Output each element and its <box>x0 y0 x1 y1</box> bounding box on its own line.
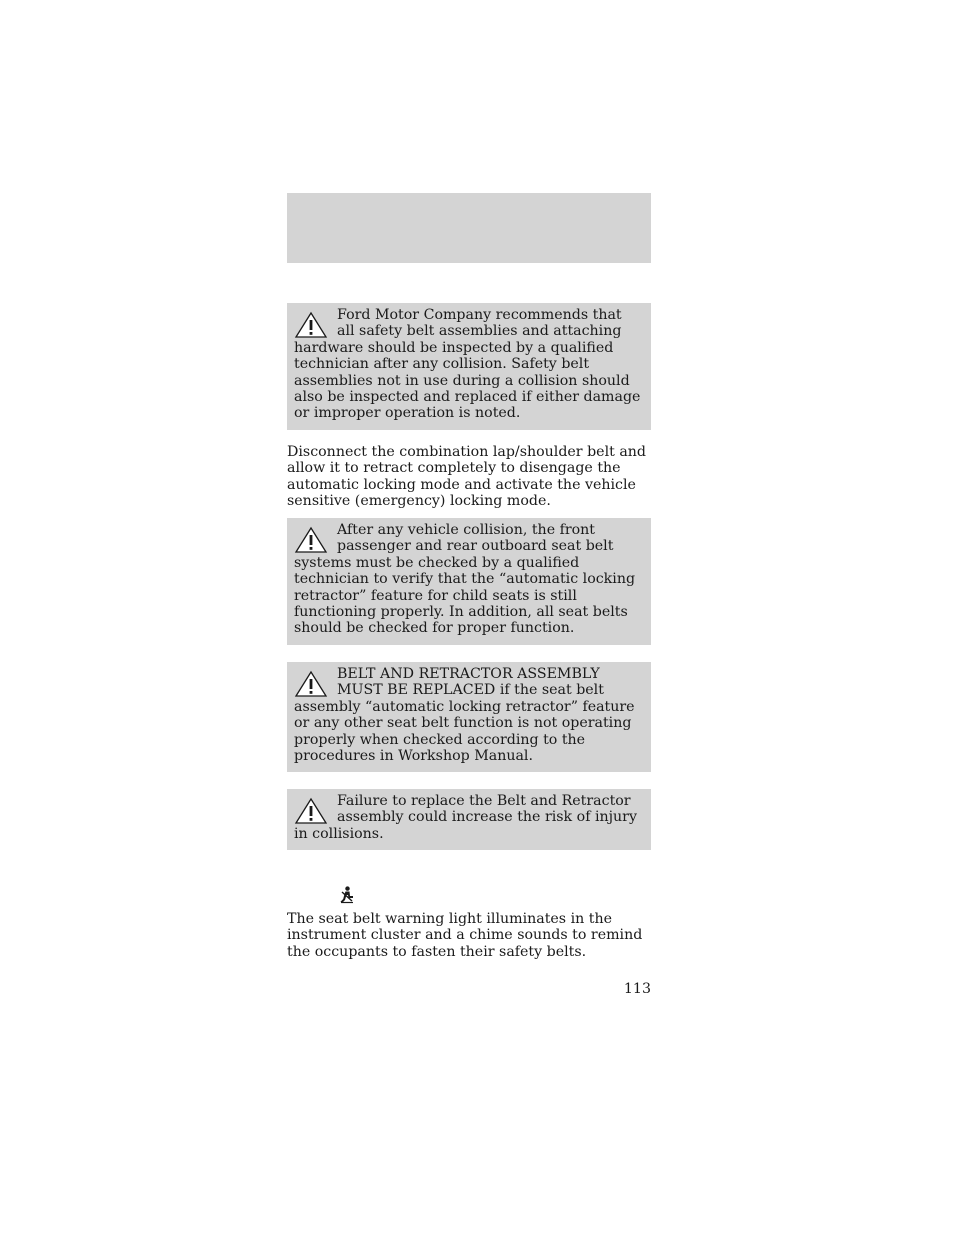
warning-triangle-icon <box>294 797 328 825</box>
disconnect-instructions: Disconnect the combination lap/shoulder belt and allow it to retract completely to disengage the automatic locking mode and activate the vehicle sensitive (emergency) locking mode. <box>287 444 647 510</box>
warning-text: After any vehicle collision, the front passenger and rear outboard seat belt systems must be checked by a qualified technician to verify that the “automatic locking retractor” feature for child seats is still functioning properly. In addition, all seat belts should be checked for proper function. <box>294 522 636 637</box>
warning-box-replace-assembly <box>287 662 651 772</box>
warning-light-description: The seat belt warning light illuminates in the instrument cluster and a chime sounds to remind the occupants to fasten their safety belts. <box>287 911 643 960</box>
warning-triangle-icon <box>294 526 328 554</box>
warning-box-inspection <box>287 303 651 430</box>
section-header-band <box>287 193 651 263</box>
warning-text: Ford Motor Company recommends that all safety belt assemblies and attaching hardware should be inspected by a qualified technician after any collision. Safety belt assemblies not in use during a collision should also be inspected and replaced if either damage or improper operation is noted. <box>294 307 641 422</box>
page-number: 113 <box>623 981 651 997</box>
warning-triangle-icon <box>294 670 328 698</box>
warning-box-post-collision <box>287 518 651 645</box>
warning-triangle-icon <box>294 311 328 339</box>
warning-box-injury-risk <box>287 789 651 850</box>
warning-text: BELT AND RETRACTOR ASSEMBLY MUST BE REPLACED if the seat belt assembly “automatic locking retractor” feature or any other seat belt function is not operating properly when checked according to the procedures in Workshop Manual. <box>294 666 635 765</box>
seatbelt-icon <box>339 886 355 904</box>
warning-text: Failure to replace the Belt and Retractor assembly could increase the risk of injury in collisions. <box>294 793 637 842</box>
